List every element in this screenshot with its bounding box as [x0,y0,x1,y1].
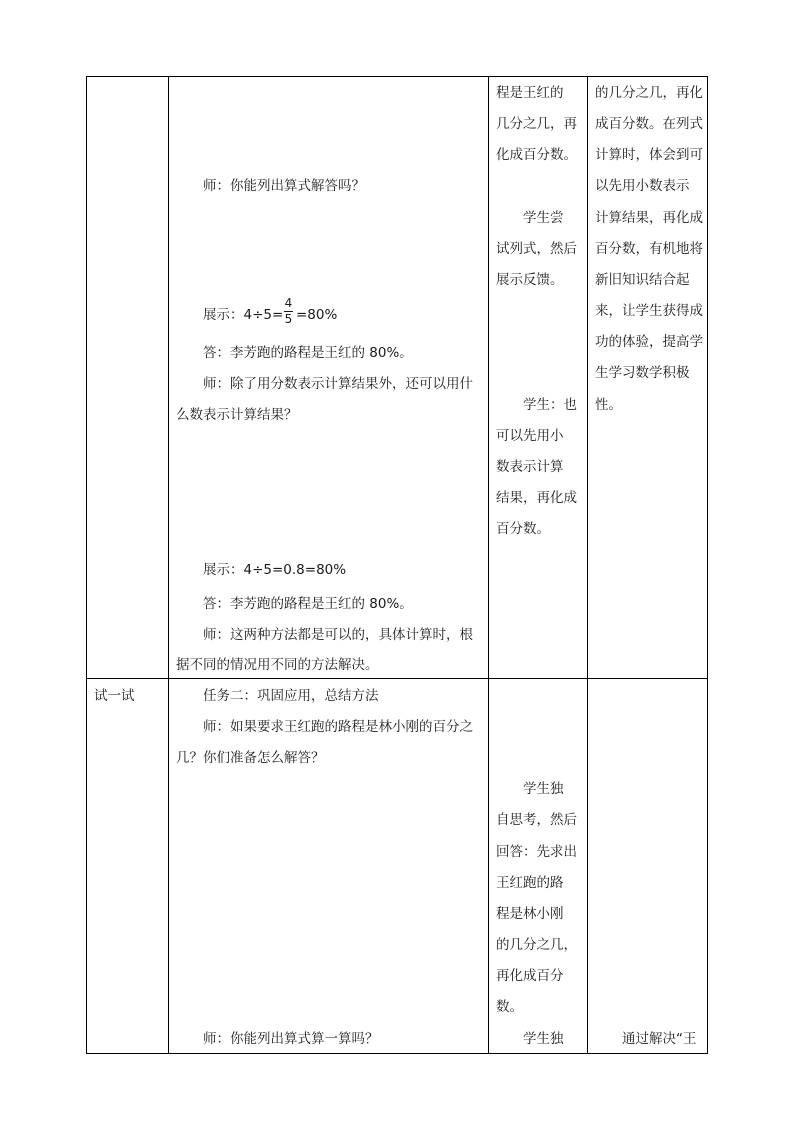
intent-line: 计算结果，再化成 [595,210,703,226]
student-line: 学生尝 [523,210,564,226]
answer-1: 答：李芳跑的路程是王红的 80%。 [203,345,413,361]
intent-line: 生学习数学积极 [595,365,690,381]
demo-2: 展示：4÷5=0.8=80% [203,562,347,578]
teacher-summary-line-2: 据不同的情况用不同的方法解决。 [176,657,379,673]
table-row-divider [86,678,708,679]
table-border-bottom [86,1053,708,1054]
teacher-question-line-1: 师：如果要求王红跑的路程是林小刚的百分之 [203,719,473,735]
student-line: 化成百分数。 [496,147,577,163]
teacher-summary-line-1: 师：这两种方法都是可以的，具体计算时，根 [203,627,473,643]
stage-label-try-it: 试一试 [94,688,135,704]
intent-line: 计算时，体会到可 [595,147,703,163]
teacher-question-line-2: 么数表示计算结果？ [176,407,298,423]
student-line: 程是林小刚 [496,906,564,922]
student-line: 数表示计算 [496,459,564,475]
table-col-divider-2 [488,76,489,1054]
table-border-right [707,76,708,1054]
student-line: 学生独 [523,781,564,797]
teacher-question-line-2: 几？你们准备怎么解答？ [176,750,325,766]
answer-2: 答：李芳跑的路程是王红的 80%。 [203,596,413,612]
intent-line: 百分数，有机地将 [595,241,703,257]
student-line: 百分数。 [496,521,550,537]
student-line: 学生独 [523,1031,564,1047]
student-line: 几分之几，再 [496,116,577,132]
fraction-numerator: 4 [284,296,293,310]
intent-line: 通过解决“王 [622,1031,697,1047]
intent-line: 来，让学生获得成 [595,303,703,319]
table-col-divider-3 [587,76,588,1054]
teacher-question-line-1: 师：除了用分数表示计算结果外，还可以用什 [203,376,473,392]
student-line: 数。 [496,999,523,1015]
intent-line: 性。 [595,397,622,413]
teacher-question: 师：你能列出算式算一算吗？ [203,1031,379,1047]
student-line: 程是王红的 [496,85,564,101]
student-line: 王红跑的路 [496,875,564,891]
teacher-question: 师：你能列出算式解答吗？ [203,178,365,194]
fraction-four-fifths [284,297,293,326]
student-line: 的几分之几， [496,937,577,953]
student-line: 回答：先求出 [496,844,577,860]
intent-line: 以先用小数表示 [595,178,690,194]
student-line: 展示反馈。 [496,272,564,288]
intent-line: 的几分之几，再化 [595,85,703,101]
intent-line: 成百分数。在列式 [595,116,703,132]
student-line: 自思考，然后 [496,812,577,828]
student-line: 试列式，然后 [496,241,577,257]
task-heading: 任务二：巩固应用，总结方法 [203,688,379,704]
table-col-divider-1 [168,76,169,1054]
demo-1-suffix: =80% [296,307,338,323]
student-line: 再化成百分 [496,968,564,984]
demo-1-prefix: 展示：4÷5= [203,307,284,323]
student-line: 可以先用小 [496,428,564,444]
fraction-denominator: 5 [284,312,293,326]
intent-line: 功的体验，提高学 [595,334,703,350]
intent-line: 新旧知识结合起 [595,272,690,288]
table-border-top [86,76,708,77]
student-line: 学生：也 [523,397,577,413]
student-line: 结果，再化成 [496,490,577,506]
table-border-left [86,76,87,1054]
